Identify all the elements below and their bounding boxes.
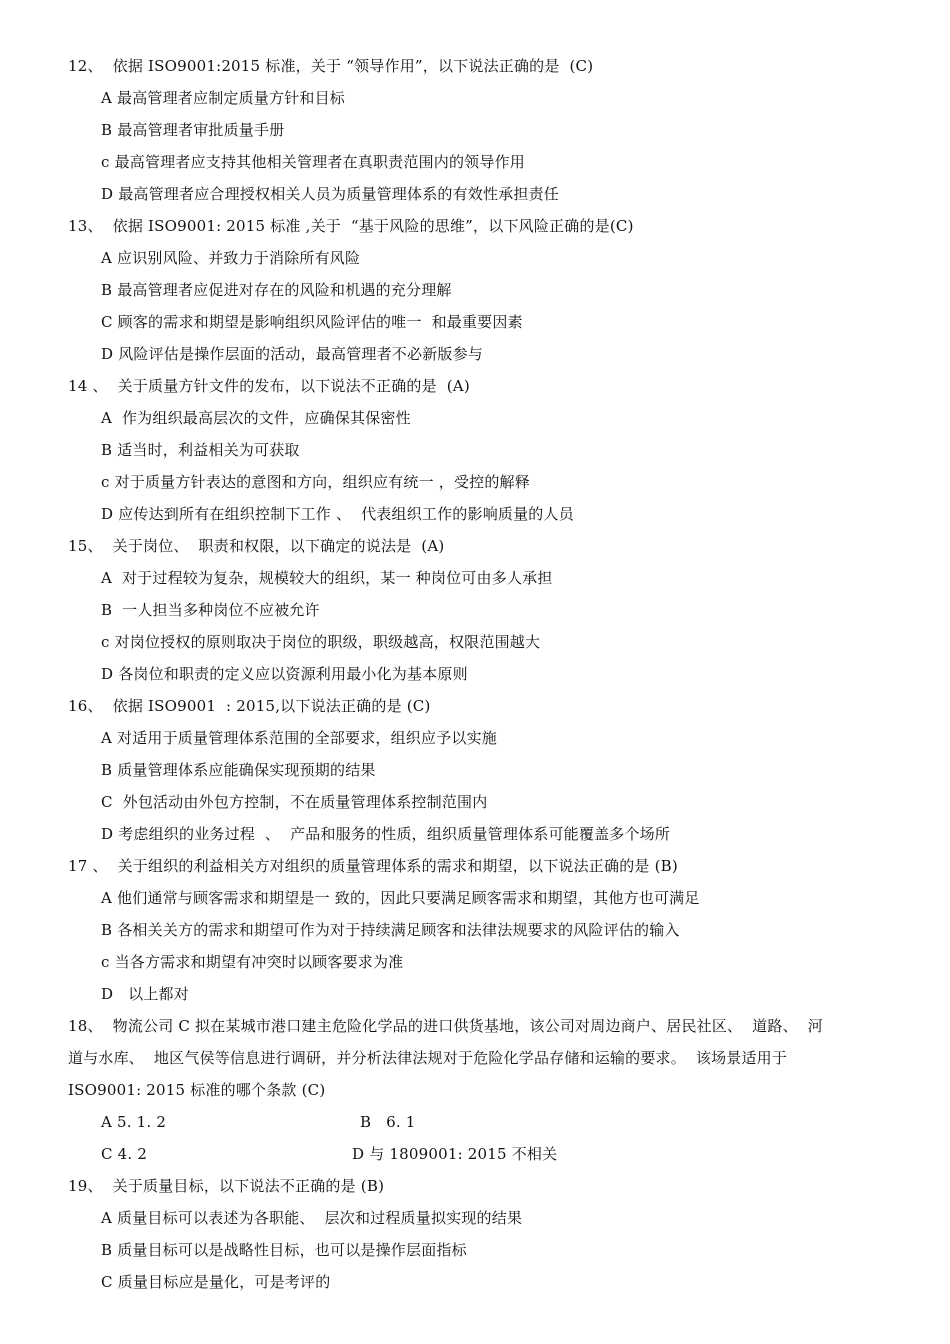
question-16-option-b: B 质量管理体系应能确保实现预期的结果 (101, 761, 376, 779)
question-18-option-c: C 4. 2 (101, 1145, 148, 1163)
question-18-stem-line-3: ISO9001: 2015 标准的哪个条款 (C) (68, 1081, 326, 1099)
question-12-option-c: c 最高管理者应支持其他相关管理者在真职责范围内的领导作用 (101, 153, 525, 171)
question-12-option-d: D 最高管理者应合理授权相关人员为质量管理体系的有效性承担责任 (101, 185, 559, 203)
question-15-option-b: B 一人担当多种岗位不应被允许 (101, 601, 320, 619)
question-19-option-a: A 质量目标可以表述为各职能、 层次和过程质量拟实现的结果 (101, 1209, 523, 1227)
question-17-option-b: B 各相关关方的需求和期望可作为对于持续满足顾客和法律法规要求的风险评估的输入 (101, 921, 680, 939)
question-14-option-d: D 应传达到所有在组织控制下工作 、 代表组织工作的影响质量的人员 (101, 505, 574, 523)
question-15-option-d: D 各岗位和职责的定义应以资源利用最小化为基本原则 (101, 665, 468, 683)
question-19-option-c: C 质量目标应是量化，可是考评的 (101, 1273, 331, 1291)
question-16-option-a: A 对适用于质量管理体系范围的全部要求，组织应予以实施 (101, 729, 498, 747)
question-14-option-b: B 适当时，利益相关为可获取 (101, 441, 300, 459)
question-12-option-b: B 最高管理者审批质量手册 (101, 121, 285, 139)
question-17-option-a: A 他们通常与顾客需求和期望是一 致的，因此只要满足顾客需求和期望，其他方也可满足 (101, 889, 700, 907)
question-16-stem: 16、 依据 ISO9001 : 2015,以下说法正确的是 (C) (68, 697, 431, 715)
question-15-option-c: c 对岗位授权的原则取决于岗位的职级，职级越高，权限范围越大 (101, 633, 541, 651)
question-18-option-d: D 与 1809001: 2015 不相关 (352, 1145, 558, 1163)
question-18-stem-line-2: 道与水库、 地区气侯等信息进行调研，并分析法律法规对于危险化学品存储和运输的要求。 该场景适用于 (68, 1049, 788, 1067)
question-16-option-c: C 外包活动由外包方控制，不在质量管理体系控制范围内 (101, 793, 488, 811)
question-19-stem: 19、 关于质量目标，以下说法不正确的是 (B) (68, 1177, 385, 1195)
question-13-option-a: A 应识别风险、并致力于消除所有风险 (101, 249, 361, 267)
question-13-option-d: D 风险评估是操作层面的活动，最高管理者不必新版参与 (101, 345, 483, 363)
question-17-option-c: c 当各方需求和期望有冲突时以顾客要求为准 (101, 953, 404, 971)
question-14-option-a: A 作为组织最高层次的文件，应确保其保密性 (101, 409, 411, 427)
question-13-option-b: B 最高管理者应促进对存在的风险和机遇的充分理解 (101, 281, 452, 299)
question-13-option-c: C 顾客的需求和期望是影响组织风险评估的唯一 和最重要因素 (101, 313, 523, 331)
question-14-option-c: c 对于质量方针表达的意图和方向，组织应有统一 ，受控的解释 (101, 473, 530, 491)
question-15-option-a: A 对于过程较为复杂，规模较大的组织，某一 种岗位可由多人承担 (101, 569, 553, 587)
question-18-stem-line-1: 18、 物流公司 C 拟在某城市港口建主危险化学品的进口供货基地，该公司对周边商户、居民社区、 道路、 河 (68, 1017, 823, 1035)
question-14-stem: 14 、 关于质量方针文件的发布，以下说法不正确的是 (A) (68, 377, 470, 395)
question-17-stem: 17 、 关于组织的利益相关方对组织的质量管理体系的需求和期望，以下说法正确的是 (B) (68, 857, 678, 875)
question-19-option-b: B 质量目标可以是战略性目标，也可以是操作层面指标 (101, 1241, 467, 1259)
question-18-option-a: A 5. 1. 2 (101, 1113, 167, 1131)
question-12-stem: 12、 依据 ISO9001:2015 标准，关于 “领导作用”，以下说法正确的是 (C) (68, 57, 594, 75)
question-13-stem: 13、 依据 ISO9001: 2015 标准 ,关于 “基于风险的思维”，以下风险正确的是(C) (68, 217, 634, 235)
question-15-stem: 15、 关于岗位、 职责和权限，以下确定的说法是 (A) (68, 537, 445, 555)
question-16-option-d: D 考虑组织的业务过程 、 产品和服务的性质，组织质量管理体系可能覆盖多个场所 (101, 825, 671, 843)
question-18-option-b: B 6. 1 (360, 1113, 416, 1131)
question-12-option-a: A 最高管理者应制定质量方针和目标 (101, 89, 346, 107)
question-17-option-d: D 以上都对 (101, 985, 189, 1003)
